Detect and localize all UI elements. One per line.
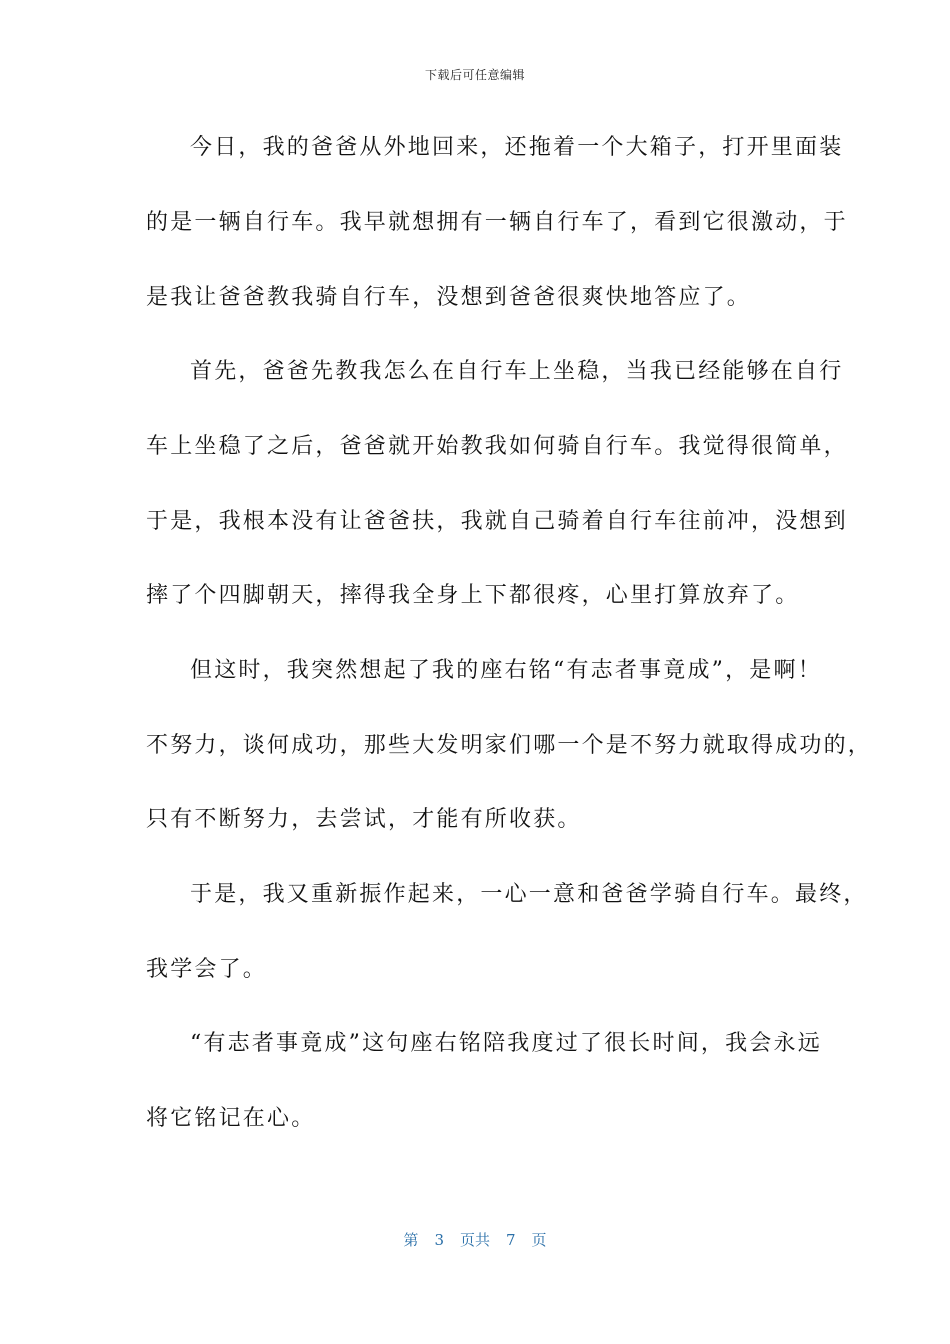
text-line: 车上坐稳了之后，爸爸就开始教我如何骑自行车。我觉得很简单，: [146, 434, 848, 459]
text-line: 于是，我又重新振作起来，一心一意和爸爸学骑自行车。最终，: [190, 882, 868, 907]
footer-ye-gong: 页共: [459, 1231, 490, 1249]
footer-total-pages: 7: [506, 1231, 516, 1249]
page-footer: [0, 1229, 950, 1250]
text-line: 是我让爸爸教我骑自行车，没想到爸爸很爽快地答应了。: [146, 285, 752, 310]
footer-ye: 页: [531, 1231, 547, 1249]
text-line: 不努力，谈何成功，那些大发明家们哪一个是不努力就取得成功的，: [146, 733, 873, 758]
text-line: 首先，爸爸先教我怎么在自行车上坐稳，当我已经能够在自行: [190, 359, 844, 384]
text-line: 的是一辆自行车。我早就想拥有一辆自行车了，看到它很激动，于: [146, 210, 848, 235]
footer-di: 第: [403, 1231, 419, 1249]
page-header: 下载后可任意编辑: [424, 68, 525, 82]
text-line: 但这时，我突然想起了我的座右铭“有志者事竟成”，是啊！: [190, 658, 822, 683]
text-line: 摔了个四脚朝天，摔得我全身上下都很疼，心里打算放弃了。: [146, 583, 800, 608]
text-line: 今日，我的爸爸从外地回来，还拖着一个大箱子，打开里面装: [190, 135, 844, 160]
text-line: 我学会了。: [146, 957, 268, 982]
text-line: “有志者事竟成”这句座右铭陪我度过了很长时间，我会永远: [190, 1031, 822, 1056]
text-line: 只有不断努力，去尝试，才能有所收获。: [146, 807, 582, 832]
text-line: 于是，我根本没有让爸爸扶，我就自己骑着自行车往前冲，没想到: [146, 509, 848, 534]
text-line: 将它铭记在心。: [146, 1106, 316, 1131]
footer-page-number: 3: [434, 1231, 444, 1249]
